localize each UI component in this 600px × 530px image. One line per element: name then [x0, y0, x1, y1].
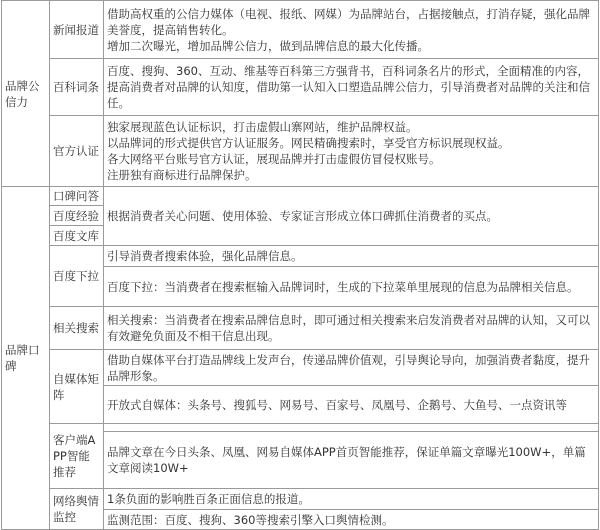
- subcategory-cell: [50, 226, 104, 246]
- category-cell: [2, 1, 50, 187]
- subcategory-cell: [50, 116, 104, 187]
- subcategory-label: 百度文库: [53, 228, 99, 243]
- subcategory-label: 自媒体矩阵: [53, 371, 99, 402]
- table-row: [2, 116, 599, 187]
- subcategory-cell: [50, 307, 104, 350]
- description-cell: [104, 307, 599, 350]
- description-cell: [104, 432, 599, 489]
- subcategory-cell: [50, 206, 104, 226]
- description-cell: [104, 1, 599, 59]
- table-row: [2, 246, 599, 267]
- description-line: 监测范围：百度、搜狗、360等搜索引擎入口舆情检测。: [107, 512, 394, 527]
- description-line: 独家展现蓝色认证标识，打击虚假山寨网站，维护品牌权益。: [107, 120, 418, 134]
- description-cell: [104, 489, 599, 510]
- table-row: [2, 489, 599, 510]
- category-cell: [2, 187, 50, 530]
- subcategory-cell: [50, 246, 104, 307]
- description-line: 品牌文章在今日头条、凤凰、网易自媒体APP首页智能推荐，保证单篇文章曝光100W+，单篇文章阅读10W+: [107, 445, 586, 475]
- description-line: 1条负面的影响胜百条正面信息的报道。: [107, 492, 310, 506]
- category-label: 品牌口碑: [5, 343, 40, 373]
- subcategory-cell: [50, 424, 104, 489]
- subcategory-label: 百度经验: [53, 208, 99, 223]
- description-cell: [104, 59, 599, 116]
- subcategory-cell: [50, 187, 104, 206]
- subcategory-label: 百度下拉: [53, 269, 99, 283]
- table-row: [2, 307, 599, 350]
- description-line: 注册独有商标进行品牌保护。: [107, 168, 257, 182]
- description-cell: [104, 386, 599, 424]
- table-row: [2, 424, 599, 432]
- table-row: [2, 187, 599, 206]
- description-line: 借助高权重的公信力媒体（电视、报纸、网媒）为品牌站台，占据接触点，打消存疑，强化品牌美誉度，提高销售转化。: [107, 6, 590, 37]
- description-line: 各大网络平台账号官方认证，展现品牌并打击虚假仿冒侵权账号。: [107, 152, 441, 166]
- description-line: 开放式自媒体：头条号、搜狐号、网易号、百家号、凤凰号、企鹅号、大鱼号、一点资讯等: [107, 397, 567, 412]
- service-table: [1, 0, 599, 530]
- subcategory-label: 网络舆情监控: [53, 494, 99, 524]
- table-row: [2, 1, 599, 59]
- description-cell: [104, 350, 599, 386]
- table-row: [2, 59, 599, 116]
- description-line: 百度下拉：当消费者在搜索框输入品牌词时，生成的下拉菜单里展现的信息为品牌相关信息。: [107, 279, 579, 294]
- description-line: 引导消费者搜索体验，强化品牌信息。: [107, 249, 303, 263]
- subcategory-label: 百科词条: [53, 80, 99, 94]
- description-line: 百度、搜狗、360、互动、维基等百科第三方强背书，百科词条名片的形式，全面精准的内容，提高消费者对品牌的认知度，借助第一认知入口塑造品牌公信力，引导消费者对品牌的关注和信任。: [107, 64, 590, 110]
- description-cell: [104, 187, 599, 246]
- description-line: 增加二次曝光，增加品牌公信力，做到品牌信息的最大化传播。: [107, 38, 429, 53]
- subcategory-cell: [50, 350, 104, 424]
- subcategory-label: 新闻报道: [53, 22, 99, 37]
- subcategory-cell: [50, 489, 104, 530]
- description-line: 相关搜索：当消费者在搜索品牌信息时，即可通过相关搜索来启发消费者对品牌的认知，又可以有效避免负面及不相干信息出现。: [107, 313, 590, 343]
- subcategory-cell: [50, 1, 104, 59]
- description-cell: [104, 246, 599, 267]
- description-cell: [104, 267, 599, 307]
- description-cell: [104, 510, 599, 530]
- description-line: 借助自媒体平台打造品牌线上发声台，传递品牌价值观，引导舆论导向，加强消费者黏度，提升品牌形象。: [107, 352, 590, 383]
- subcategory-label: 官方认证: [53, 144, 99, 158]
- subcategory-label: 口碑问答: [53, 189, 99, 203]
- subcategory-cell: [50, 59, 104, 116]
- subcategory-label: 相关搜索: [53, 321, 99, 335]
- description-cell: [104, 116, 599, 187]
- subcategory-label: 客户端APP智能推荐: [53, 433, 96, 479]
- table-row: [2, 350, 599, 386]
- spacer-cell: [104, 424, 599, 432]
- category-label: 品牌公信力: [5, 78, 40, 109]
- description-line: 以品牌词的形式提供官方认证服务。网民精确搜索时，享受官方标识展现权益。: [107, 136, 510, 150]
- description-line: 根据消费者关心问题、使用体验、专家证言形成立体口碑抓住消费者的买点。: [107, 209, 498, 223]
